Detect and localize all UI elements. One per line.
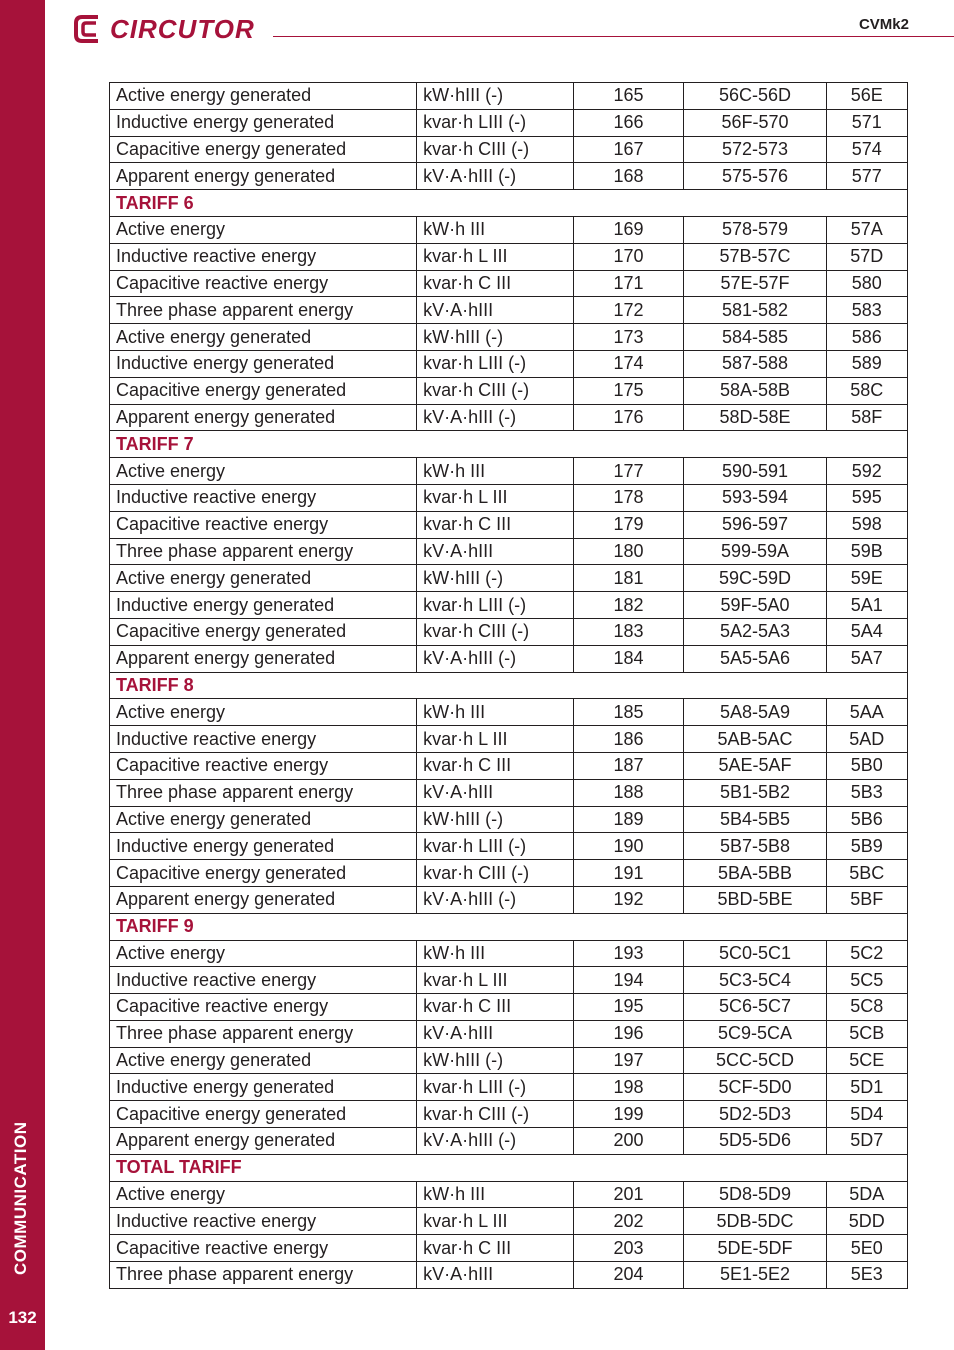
table-row: [110, 967, 908, 994]
variable-code-cell: 172: [573, 297, 684, 324]
address-range-cell: 5E1-5E2: [684, 1262, 826, 1289]
table-row: [110, 565, 908, 592]
address-range-cell: 5C0-5C1: [684, 940, 826, 967]
description-cell: Capacitive reactive energy: [110, 511, 417, 538]
address-cell: 5B3: [826, 779, 907, 806]
unit-cell: kW·h III: [417, 458, 573, 485]
description-cell: Apparent energy generated: [110, 886, 417, 913]
address-range-cell: 581-582: [684, 297, 826, 324]
variable-code-cell: 176: [573, 404, 684, 431]
unit-cell: kV·A·hIII: [417, 538, 573, 565]
description-cell: Active energy generated: [110, 1047, 417, 1074]
brand-name: CIRCUTOR: [110, 13, 255, 44]
variable-code-cell: 193: [573, 940, 684, 967]
address-range-cell: 5B4-5B5: [684, 806, 826, 833]
variable-code-cell: 174: [573, 350, 684, 377]
address-cell: 57D: [826, 243, 907, 270]
address-cell: 583: [826, 297, 907, 324]
table-row: [110, 994, 908, 1021]
unit-cell: kvar·h LIII (-): [417, 350, 573, 377]
address-range-cell: 5BA-5BB: [684, 860, 826, 887]
address-cell: 5A4: [826, 618, 907, 645]
address-range-cell: 5CF-5D0: [684, 1074, 826, 1101]
table-row: [110, 1020, 908, 1047]
unit-cell: kvar·h L III: [417, 243, 573, 270]
table-row: [110, 297, 908, 324]
table-row: [110, 404, 908, 431]
address-cell: 595: [826, 484, 907, 511]
description-cell: Inductive reactive energy: [110, 1208, 417, 1235]
table-row: [110, 270, 908, 297]
brand-logo: [72, 11, 255, 47]
unit-cell: kvar·h L III: [417, 484, 573, 511]
address-cell: 5C8: [826, 994, 907, 1021]
description-cell: Inductive reactive energy: [110, 726, 417, 753]
description-cell: Active energy generated: [110, 565, 417, 592]
description-cell: Inductive reactive energy: [110, 484, 417, 511]
table-row: [110, 726, 908, 753]
unit-cell: kV·A·hIII (-): [417, 1128, 573, 1155]
description-cell: Three phase apparent energy: [110, 1262, 417, 1289]
variable-code-cell: 168: [573, 163, 684, 190]
address-cell: 5BF: [826, 886, 907, 913]
address-cell: 57A: [826, 216, 907, 243]
unit-cell: kvar·h CIII (-): [417, 860, 573, 887]
variable-code-cell: 189: [573, 806, 684, 833]
variable-code-cell: 197: [573, 1047, 684, 1074]
variable-code-cell: 175: [573, 377, 684, 404]
table-row: [110, 136, 908, 163]
variable-code-cell: 180: [573, 538, 684, 565]
variable-code-cell: 192: [573, 886, 684, 913]
description-cell: Active energy: [110, 458, 417, 485]
description-cell: Active energy generated: [110, 806, 417, 833]
unit-cell: kW·h III: [417, 699, 573, 726]
address-range-cell: 5B7-5B8: [684, 833, 826, 860]
variable-code-cell: 181: [573, 565, 684, 592]
description-cell: Three phase apparent energy: [110, 1020, 417, 1047]
table-row: [110, 243, 908, 270]
address-range-cell: 5D5-5D6: [684, 1128, 826, 1155]
description-cell: Capacitive energy generated: [110, 860, 417, 887]
table-row: [110, 1128, 908, 1155]
address-range-cell: 58D-58E: [684, 404, 826, 431]
table-row: [110, 350, 908, 377]
description-cell: Inductive energy generated: [110, 592, 417, 619]
unit-cell: kvar·h C III: [417, 994, 573, 1021]
address-range-cell: 587-588: [684, 350, 826, 377]
address-cell: 5DD: [826, 1208, 907, 1235]
table-row: [110, 458, 908, 485]
circutor-c-icon: [72, 12, 104, 46]
variable-code-cell: 178: [573, 484, 684, 511]
unit-cell: kW·h III: [417, 1181, 573, 1208]
address-cell: 59B: [826, 538, 907, 565]
address-cell: 592: [826, 458, 907, 485]
unit-cell: kW·hIII (-): [417, 806, 573, 833]
variable-code-cell: 170: [573, 243, 684, 270]
section-title: TARIFF 8: [110, 672, 908, 699]
address-range-cell: 57B-57C: [684, 243, 826, 270]
address-cell: 5E3: [826, 1262, 907, 1289]
address-cell: 5C5: [826, 967, 907, 994]
variable-code-cell: 188: [573, 779, 684, 806]
modbus-register-table: [109, 82, 908, 1289]
address-range-cell: 572-573: [684, 136, 826, 163]
variable-code-cell: 191: [573, 860, 684, 887]
table-row: [110, 779, 908, 806]
description-cell: Inductive reactive energy: [110, 967, 417, 994]
address-range-cell: 57E-57F: [684, 270, 826, 297]
section-title: TOTAL TARIFF: [110, 1154, 908, 1181]
table-row: [110, 1047, 908, 1074]
address-range-cell: 58A-58B: [684, 377, 826, 404]
address-cell: 586: [826, 324, 907, 351]
section-header-row: [110, 190, 908, 217]
table-row: [110, 806, 908, 833]
address-range-cell: 5CC-5CD: [684, 1047, 826, 1074]
description-cell: Active energy: [110, 940, 417, 967]
variable-code-cell: 196: [573, 1020, 684, 1047]
description-cell: Three phase apparent energy: [110, 779, 417, 806]
table-row: [110, 83, 908, 110]
variable-code-cell: 201: [573, 1181, 684, 1208]
table-row: [110, 1074, 908, 1101]
unit-cell: kvar·h L III: [417, 726, 573, 753]
description-cell: Capacitive reactive energy: [110, 994, 417, 1021]
table-row: [110, 163, 908, 190]
unit-cell: kW·hIII (-): [417, 324, 573, 351]
address-range-cell: 596-597: [684, 511, 826, 538]
address-range-cell: 5DB-5DC: [684, 1208, 826, 1235]
unit-cell: kW·h III: [417, 216, 573, 243]
unit-cell: kvar·h C III: [417, 270, 573, 297]
variable-code-cell: 186: [573, 726, 684, 753]
variable-code-cell: 199: [573, 1101, 684, 1128]
address-cell: 58F: [826, 404, 907, 431]
unit-cell: kvar·h C III: [417, 752, 573, 779]
address-cell: 598: [826, 511, 907, 538]
table-row: [110, 1101, 908, 1128]
description-cell: Active energy generated: [110, 324, 417, 351]
table-row: [110, 645, 908, 672]
address-cell: 56E: [826, 83, 907, 110]
description-cell: Three phase apparent energy: [110, 538, 417, 565]
address-cell: 5BC: [826, 860, 907, 887]
address-range-cell: 584-585: [684, 324, 826, 351]
sidebar: [0, 0, 45, 1350]
address-cell: 5D4: [826, 1101, 907, 1128]
unit-cell: kW·hIII (-): [417, 565, 573, 592]
variable-code-cell: 204: [573, 1262, 684, 1289]
unit-cell: kV·A·hIII: [417, 779, 573, 806]
description-cell: Active energy: [110, 1181, 417, 1208]
unit-cell: kvar·h LIII (-): [417, 833, 573, 860]
address-range-cell: 5D8-5D9: [684, 1181, 826, 1208]
description-cell: Inductive energy generated: [110, 833, 417, 860]
table-row: [110, 886, 908, 913]
table-row: [110, 216, 908, 243]
address-cell: 5CB: [826, 1020, 907, 1047]
unit-cell: kV·A·hIII (-): [417, 886, 573, 913]
unit-cell: kvar·h LIII (-): [417, 1074, 573, 1101]
variable-code-cell: 203: [573, 1235, 684, 1262]
table-row: [110, 538, 908, 565]
address-range-cell: 5AB-5AC: [684, 726, 826, 753]
variable-code-cell: 190: [573, 833, 684, 860]
description-cell: Capacitive reactive energy: [110, 752, 417, 779]
address-cell: 571: [826, 109, 907, 136]
table-row: [110, 1235, 908, 1262]
description-cell: Apparent energy generated: [110, 1128, 417, 1155]
description-cell: Capacitive energy generated: [110, 1101, 417, 1128]
description-cell: Apparent energy generated: [110, 163, 417, 190]
address-cell: 574: [826, 136, 907, 163]
table-row: [110, 860, 908, 887]
table-row: [110, 109, 908, 136]
variable-code-cell: 184: [573, 645, 684, 672]
address-cell: 5E0: [826, 1235, 907, 1262]
variable-code-cell: 165: [573, 83, 684, 110]
variable-code-cell: 200: [573, 1128, 684, 1155]
description-cell: Apparent energy generated: [110, 645, 417, 672]
table-row: [110, 511, 908, 538]
address-range-cell: 5A5-5A6: [684, 645, 826, 672]
variable-code-cell: 195: [573, 994, 684, 1021]
variable-code-cell: 171: [573, 270, 684, 297]
address-cell: 5AD: [826, 726, 907, 753]
unit-cell: kvar·h L III: [417, 1208, 573, 1235]
address-cell: 5AA: [826, 699, 907, 726]
address-range-cell: 590-591: [684, 458, 826, 485]
unit-cell: kvar·h LIII (-): [417, 109, 573, 136]
address-cell: 5C2: [826, 940, 907, 967]
description-cell: Capacitive energy generated: [110, 377, 417, 404]
variable-code-cell: 177: [573, 458, 684, 485]
description-cell: Capacitive energy generated: [110, 136, 417, 163]
address-cell: 577: [826, 163, 907, 190]
address-cell: 5CE: [826, 1047, 907, 1074]
model-name: CVMk2: [858, 16, 909, 33]
unit-cell: kW·hIII (-): [417, 1047, 573, 1074]
variable-code-cell: 202: [573, 1208, 684, 1235]
variable-code-cell: 167: [573, 136, 684, 163]
section-title: TARIFF 6: [110, 190, 908, 217]
section-header-row: [110, 431, 908, 458]
unit-cell: kV·A·hIII (-): [417, 404, 573, 431]
unit-cell: kW·h III: [417, 940, 573, 967]
section-label: COMMUNICATION: [11, 1121, 30, 1275]
variable-code-cell: 166: [573, 109, 684, 136]
description-cell: Apparent energy generated: [110, 404, 417, 431]
address-range-cell: 5A2-5A3: [684, 618, 826, 645]
unit-cell: kV·A·hIII (-): [417, 163, 573, 190]
table-row: [110, 833, 908, 860]
unit-cell: kvar·h CIII (-): [417, 377, 573, 404]
address-cell: 589: [826, 350, 907, 377]
address-range-cell: 575-576: [684, 163, 826, 190]
table-row: [110, 752, 908, 779]
description-cell: Active energy: [110, 699, 417, 726]
section-header-row: [110, 913, 908, 940]
variable-code-cell: 173: [573, 324, 684, 351]
description-cell: Active energy generated: [110, 83, 417, 110]
table-row: [110, 940, 908, 967]
section-header-row: [110, 672, 908, 699]
address-cell: 580: [826, 270, 907, 297]
table-row: [110, 592, 908, 619]
table-row: [110, 377, 908, 404]
unit-cell: kvar·h LIII (-): [417, 592, 573, 619]
address-range-cell: 599-59A: [684, 538, 826, 565]
address-range-cell: 593-594: [684, 484, 826, 511]
unit-cell: kV·A·hIII: [417, 1262, 573, 1289]
address-cell: 58C: [826, 377, 907, 404]
description-cell: Active energy: [110, 216, 417, 243]
address-range-cell: 5A8-5A9: [684, 699, 826, 726]
variable-code-cell: 179: [573, 511, 684, 538]
section-header-row: [110, 1154, 908, 1181]
description-cell: Inductive energy generated: [110, 109, 417, 136]
unit-cell: kV·A·hIII (-): [417, 645, 573, 672]
description-cell: Three phase apparent energy: [110, 297, 417, 324]
section-title: TARIFF 9: [110, 913, 908, 940]
address-range-cell: 5D2-5D3: [684, 1101, 826, 1128]
description-cell: Capacitive reactive energy: [110, 1235, 417, 1262]
page-number: 132: [8, 1308, 37, 1327]
address-range-cell: 56C-56D: [684, 83, 826, 110]
address-range-cell: 5AE-5AF: [684, 752, 826, 779]
address-range-cell: 5B1-5B2: [684, 779, 826, 806]
variable-code-cell: 169: [573, 216, 684, 243]
address-range-cell: 5C3-5C4: [684, 967, 826, 994]
address-cell: 5D7: [826, 1128, 907, 1155]
table-row: [110, 324, 908, 351]
table-row: [110, 618, 908, 645]
description-cell: Inductive energy generated: [110, 1074, 417, 1101]
address-cell: 5A1: [826, 592, 907, 619]
unit-cell: kvar·h CIII (-): [417, 136, 573, 163]
address-cell: 5D1: [826, 1074, 907, 1101]
table-row: [110, 699, 908, 726]
variable-code-cell: 183: [573, 618, 684, 645]
unit-cell: kV·A·hIII: [417, 297, 573, 324]
description-cell: Capacitive reactive energy: [110, 270, 417, 297]
address-cell: 5B6: [826, 806, 907, 833]
unit-cell: kV·A·hIII: [417, 1020, 573, 1047]
unit-cell: kvar·h L III: [417, 967, 573, 994]
description-cell: Inductive energy generated: [110, 350, 417, 377]
address-range-cell: 5C6-5C7: [684, 994, 826, 1021]
section-title: TARIFF 7: [110, 431, 908, 458]
address-cell: 5DA: [826, 1181, 907, 1208]
address-range-cell: 578-579: [684, 216, 826, 243]
variable-code-cell: 198: [573, 1074, 684, 1101]
address-range-cell: 59F-5A0: [684, 592, 826, 619]
unit-cell: kvar·h C III: [417, 1235, 573, 1262]
address-cell: 5B0: [826, 752, 907, 779]
header-divider: [273, 36, 954, 37]
unit-cell: kvar·h C III: [417, 511, 573, 538]
unit-cell: kW·hIII (-): [417, 83, 573, 110]
address-cell: 59E: [826, 565, 907, 592]
variable-code-cell: 185: [573, 699, 684, 726]
address-range-cell: 56F-570: [684, 109, 826, 136]
unit-cell: kvar·h CIII (-): [417, 1101, 573, 1128]
description-cell: Inductive reactive energy: [110, 243, 417, 270]
address-cell: 5B9: [826, 833, 907, 860]
address-range-cell: 5C9-5CA: [684, 1020, 826, 1047]
variable-code-cell: 182: [573, 592, 684, 619]
description-cell: Capacitive energy generated: [110, 618, 417, 645]
address-range-cell: 59C-59D: [684, 565, 826, 592]
address-cell: 5A7: [826, 645, 907, 672]
unit-cell: kvar·h CIII (-): [417, 618, 573, 645]
variable-code-cell: 194: [573, 967, 684, 994]
table-row: [110, 1208, 908, 1235]
table-row: [110, 1181, 908, 1208]
variable-code-cell: 187: [573, 752, 684, 779]
address-range-cell: 5BD-5BE: [684, 886, 826, 913]
table-row: [110, 1262, 908, 1289]
address-range-cell: 5DE-5DF: [684, 1235, 826, 1262]
table-row: [110, 484, 908, 511]
